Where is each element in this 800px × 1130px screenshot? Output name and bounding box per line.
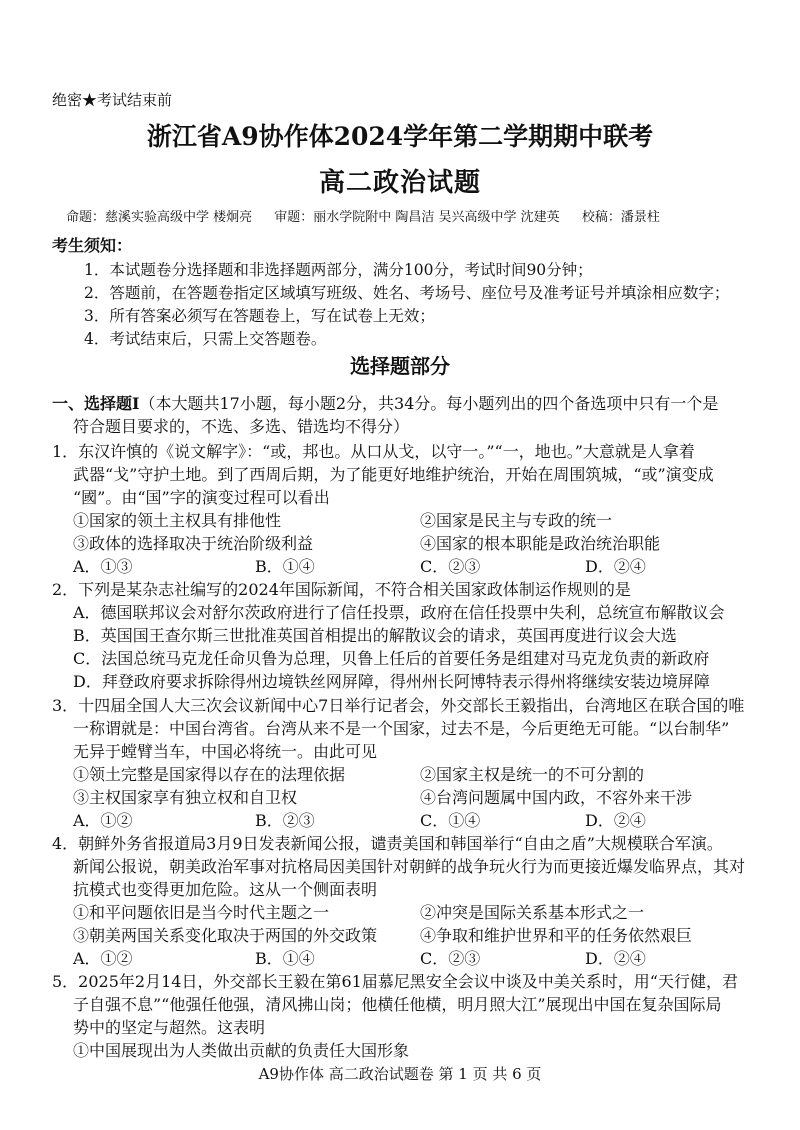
proposer-credit: 命题：慈溪实验高级中学 楼炯亮 — [66, 210, 253, 225]
part-description-cont: 符合题目要求的，不选、多选、错选均不得分） — [73, 417, 410, 436]
choice-b: B．①④ — [255, 949, 315, 968]
question-stem: 无异于螳臂当车，中国必将统一。由此可见 — [73, 742, 378, 761]
part-label: 一、选择题Ⅰ — [52, 394, 140, 413]
choice-a: A．①② — [73, 949, 133, 968]
choice-b: B．②③ — [255, 811, 315, 830]
statement: ④争取和维护世界和平的任务依然艰巨 — [420, 926, 693, 945]
choice-d: D．②④ — [585, 557, 646, 576]
question-stem: 5．2025年2月14日，外交部长王毅在第61届慕尼黑安全会议中谈及中美关系时，用“天行健，君 — [52, 972, 738, 991]
choice-a: A．①③ — [73, 557, 133, 576]
question-stem: 武器“戈”守护土地。到了西周后期，为了能更好地维护统治，开始在周围筑城，“或”演变成 — [73, 465, 714, 484]
reviewer-credit: 审题：丽水学院附中 陶昌洁 吴兴高级中学 沈建英 — [274, 210, 560, 225]
statement: ③朝美两国关系变化取决于两国的外交政策 — [73, 926, 378, 945]
secret-label: 绝密★考试结束前 — [52, 91, 173, 109]
choice-c: C．②③ — [420, 557, 481, 576]
question-stem: 子自强不息”“他强任他强，清风拂山岗；他横任他横，明月照大江”展现出中国在复杂国际局 — [73, 995, 722, 1014]
authors-line — [66, 208, 660, 228]
notice-item: 4．考试结束后，只需上交答题卷。 — [84, 330, 327, 348]
choice-line: B．英国国王查尔斯三世批准英国首相提出的解散议会的请求，英国再度进行议会大选 — [73, 626, 677, 645]
question-stem: 2．下列是某杂志社编写的2024年国际新闻，不符合相关国家政体制运作规则的是 — [52, 580, 631, 599]
question-stem: 新闻公报说，朝美政治军事对抗格局因美国针对朝鲜的战争玩火行为而更接近爆发临界点，其对 — [73, 857, 746, 876]
choice-d: D．②④ — [585, 811, 646, 830]
choice-line: C．法国总统马克龙任命贝鲁为总理，贝鲁上任后的首要任务是组建对马克龙负责的新政府 — [73, 649, 710, 668]
statement: ①中国展现出为人类做出贡献的负责任大国形象 — [73, 1041, 410, 1060]
choice-a: A．①② — [73, 811, 133, 830]
notice-item: 1．本试题卷分选择题和非选择题两部分，满分100分，考试时间90分钟； — [84, 261, 593, 279]
question-stem: “國”。由“国”字的演变过程可以看出 — [73, 488, 330, 507]
exam-title: 浙江省A9协作体2024学年第二学期期中联考 — [146, 122, 654, 151]
statement: ④台湾问题属中国内政，不容外来干涉 — [420, 788, 693, 807]
statement: ④国家的根本职能是政治统治职能 — [420, 534, 661, 553]
section-title: 选择题部分 — [350, 354, 450, 378]
question-stem: 1．东汉许慎的《说文解字》：“或，邦也。从口从戈，以守一。”“一，地也。”大意就是人拿着 — [52, 442, 695, 461]
question-stem: 抗模式也变得更加危险。这从一个侧面表明 — [73, 880, 378, 899]
exam-subtitle: 高二政治试题 — [318, 168, 481, 198]
proofreader-credit: 校稿：潘景柱 — [581, 210, 660, 225]
statement: ②冲突是国际关系基本形式之一 — [420, 903, 645, 922]
part-heading — [52, 394, 718, 414]
question-stem: 一称谓就是：中国台湾省。台湾从来不是一个国家，过去不是，今后更绝无可能。“以台制华” — [73, 719, 730, 738]
choice-d: D．②④ — [585, 949, 646, 968]
statement: ③政体的选择取决于统治阶级利益 — [73, 534, 314, 553]
statement: ②国家主权是统一的不可分割的 — [420, 765, 645, 784]
notice-heading: 考生须知： — [52, 236, 133, 255]
page-footer: A9协作体 高二政治试题卷 第 1 页 共 6 页 — [258, 1065, 542, 1083]
question-stem: 3．十四届全国人大三次会议新闻中心7日举行记者会，外交部长王毅指出，台湾地区在联合国的唯 — [52, 696, 745, 715]
question-stem: 4．朝鲜外务省报道局3月9日发表新闻公报，谴责美国和韩国举行“自由之盾”大规模联合军演。 — [52, 834, 723, 853]
notice-item: 2．答题前，在答题卷指定区域填写班级、姓名、考场号、座位号及准考证号并填涂相应数字； — [84, 284, 730, 302]
question-stem: 势中的坚定与超然。这表明 — [73, 1018, 266, 1037]
choice-b: B．①④ — [255, 557, 315, 576]
choice-c: C．①④ — [420, 811, 481, 830]
choice-line: D．拜登政府要求拆除得州边境铁丝网屏障，得州州长阿博特表示得州将继续安装边境屏障 — [73, 672, 710, 691]
statement: ②国家是民主与专政的统一 — [420, 511, 613, 530]
notice-item: 3．所有答案必须写在答题卷上，写在试卷上无效； — [84, 307, 435, 325]
part-description: （本大题共17小题，每小题2分，共34分。每小题列出的四个备选项中只有一个是 — [139, 394, 719, 413]
choice-line: A．德国联邦议会对舒尔茨政府进行了信任投票，政府在信任投票中失利，总统宣布解散议会 — [73, 603, 725, 622]
statement: ①和平问题依旧是当今时代主题之一 — [73, 903, 330, 922]
statement: ③主权国家享有独立权和自卫权 — [73, 788, 298, 807]
choice-c: C．②③ — [420, 949, 481, 968]
statement: ①领土完整是国家得以存在的法理依据 — [73, 765, 346, 784]
statement: ①国家的领土主权具有排他性 — [73, 511, 282, 530]
